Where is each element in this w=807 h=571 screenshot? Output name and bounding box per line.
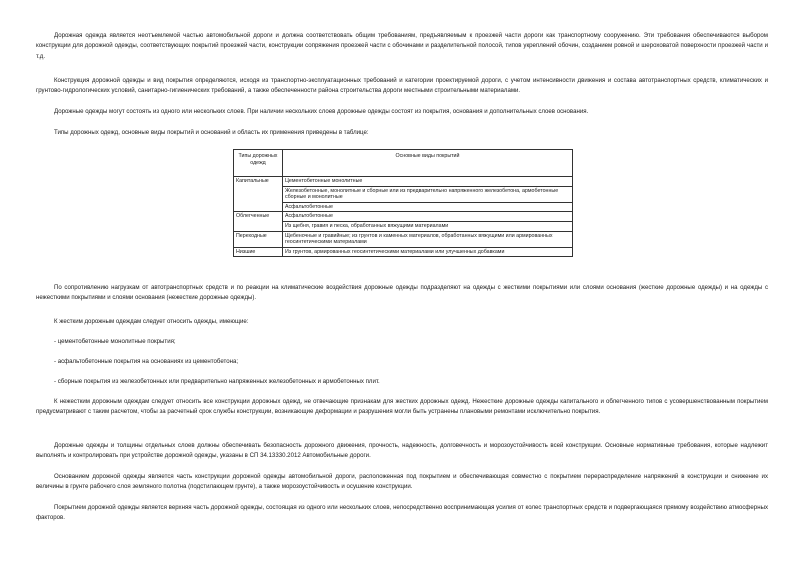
table-row [234,186,573,202]
table-cell-coating: Из грунтов, армированных геосинтетическими материалами или улучшенных добавками [283,247,573,257]
paragraph-intro: Дорожная одежда является неотъемлемой частью автомобильной дороги и должна соответствовать общим требованиям, предъявляемым к проезжей части дороги как транспортному сооружению. Эти требования обеспечиваются выбором конструкции для дорожной одежды, соответствующих покрытий проезжей части, конструкции сопряжения проезжей части с обочинами и разделительной полосой, типов укреплений обочин, созданием ровной и шероховатой поверхности проезжей части и т.д. [36,32,768,60]
table-cell-coating: Асфальтобетонные [283,212,573,222]
table-cell-type: Переходные [234,231,283,247]
table-row [234,231,573,247]
paragraph-surface: Покрытием дорожной одежды является верхняя часть дорожной одежды, состоящая из одного или нескольких слоев, непосредственно воспринимающая усилия от колес транспортных средств и подвергающаяся прямому воздействию атмосферных факторов. [36,504,768,522]
paragraph-table-intro: Типы дорожных одежд, основные виды покрытий и оснований и область их применения приведены в таблице: [54,129,369,136]
table-cell-coating: Щебеночные и гравийные; из грунтов и каменных материалов, обработанных вяжущими или армированных геосинтетическими материалами [283,231,573,247]
table-header-coatings: Основные виды покрытий [283,150,573,177]
table-row [234,247,573,257]
table-cell-type: Капитальные [234,177,283,212]
table-cell-coating: Из щебня, гравия и песка, обработанных вяжущими материалами [283,221,573,231]
paragraph-nonrigid: К нежестким дорожным одеждам следует относить все конструкции дорожных одежд, не отвечающие признакам для жестких дорожных одежд. Нежесткие дорожные одежды капитального и облегченного типов с усовершенствованным покрытием предусматривают с таким расчетом, чтобы за расчетный срок службы конструкции, возникающие деформации и разрушения могли быть устранены плановыми ремонтами исключительно покрытия. [36,398,768,416]
table-row [234,177,573,187]
table-header-row [234,150,573,177]
table-cell-coating: Железобетонные, монолитные и сборные или из предварительно напряженного железобетона, армобетонные сборные и монолитные [283,186,573,202]
paragraph-classification: По сопротивлению нагрузкам от автотранспортных средств и по реакции на климатические воздействия дорожные одежды подразделяют на одежды с жесткими покрытиями или слоями основания (жесткие дорожные одежды) и на одежды с нежесткими покрытиями и слоями основания (нежесткие дорожные одежды). [36,284,768,302]
paragraph-construction: Конструкция дорожной одежды и вид покрытия определяются, исходя из транспортно-эксплуатационных требований и категории проектируемой дороги, с учетом интенсивности движения и состава автотранспортных средств, климатических и грунтово-гидрологических условий, санитарно-гигиенических требований, а также обеспеченности района строительства дороги местными строительными материалами. [36,77,768,95]
paragraph-base: Основанием дорожной одежды является часть конструкции дорожной одежды автомобильной дороги, расположенная под покрытием и обеспечивающая совместно с покрытием перераспределение напряжений в конструкции и снижение их величины в грунте рабочего слоя земляного полотна (подстилающем грунте), а также морозоустойчивость и осушение конструкции. [36,473,768,491]
list-item-rigid-3: - сборные покрытия из железобетонных или предварительно напряженных железобетонных и армобетонных плит. [54,378,380,385]
table-cell-type: Низшие [234,247,283,257]
paragraph-safety: Дорожные одежды и толщины отдельных слоев должны обеспечивать безопасность дорожного движения, прочность, надежность, долговечность и морозоустойчивость всей конструкции. Основные нормативные требования, которые надлежит выполнять и контролировать при устройстве дорожной одежды, указаны в СП 34.13330.2012 Автомобильные дороги. [36,442,768,460]
table-row [234,212,573,222]
table-header-types: Типы дорожных одежд [234,150,283,177]
table-row [234,202,573,212]
table-cell-type: Облегченные [234,212,283,231]
table-row [234,221,573,231]
paragraph-rigid-intro: К жестким дорожным одеждам следует относить одежды, имеющие: [54,318,249,325]
table-cell-coating: Асфальтобетонные [283,202,573,212]
table-cell-coating: Цементобетонные монолитные [283,177,573,187]
pavement-types-table [233,149,573,257]
list-item-rigid-1: - цементобетонные монолитные покрытия; [54,338,176,345]
paragraph-layers: Дорожные одежды могут состоять из одного или нескольких слоев. При наличии нескольких слоев дорожные одежды состоят из покрытия, основания и дополнительных слоев основания. [54,108,589,115]
list-item-rigid-2: - асфальтобетонные покрытия на основаниях из цементобетона; [54,358,239,365]
